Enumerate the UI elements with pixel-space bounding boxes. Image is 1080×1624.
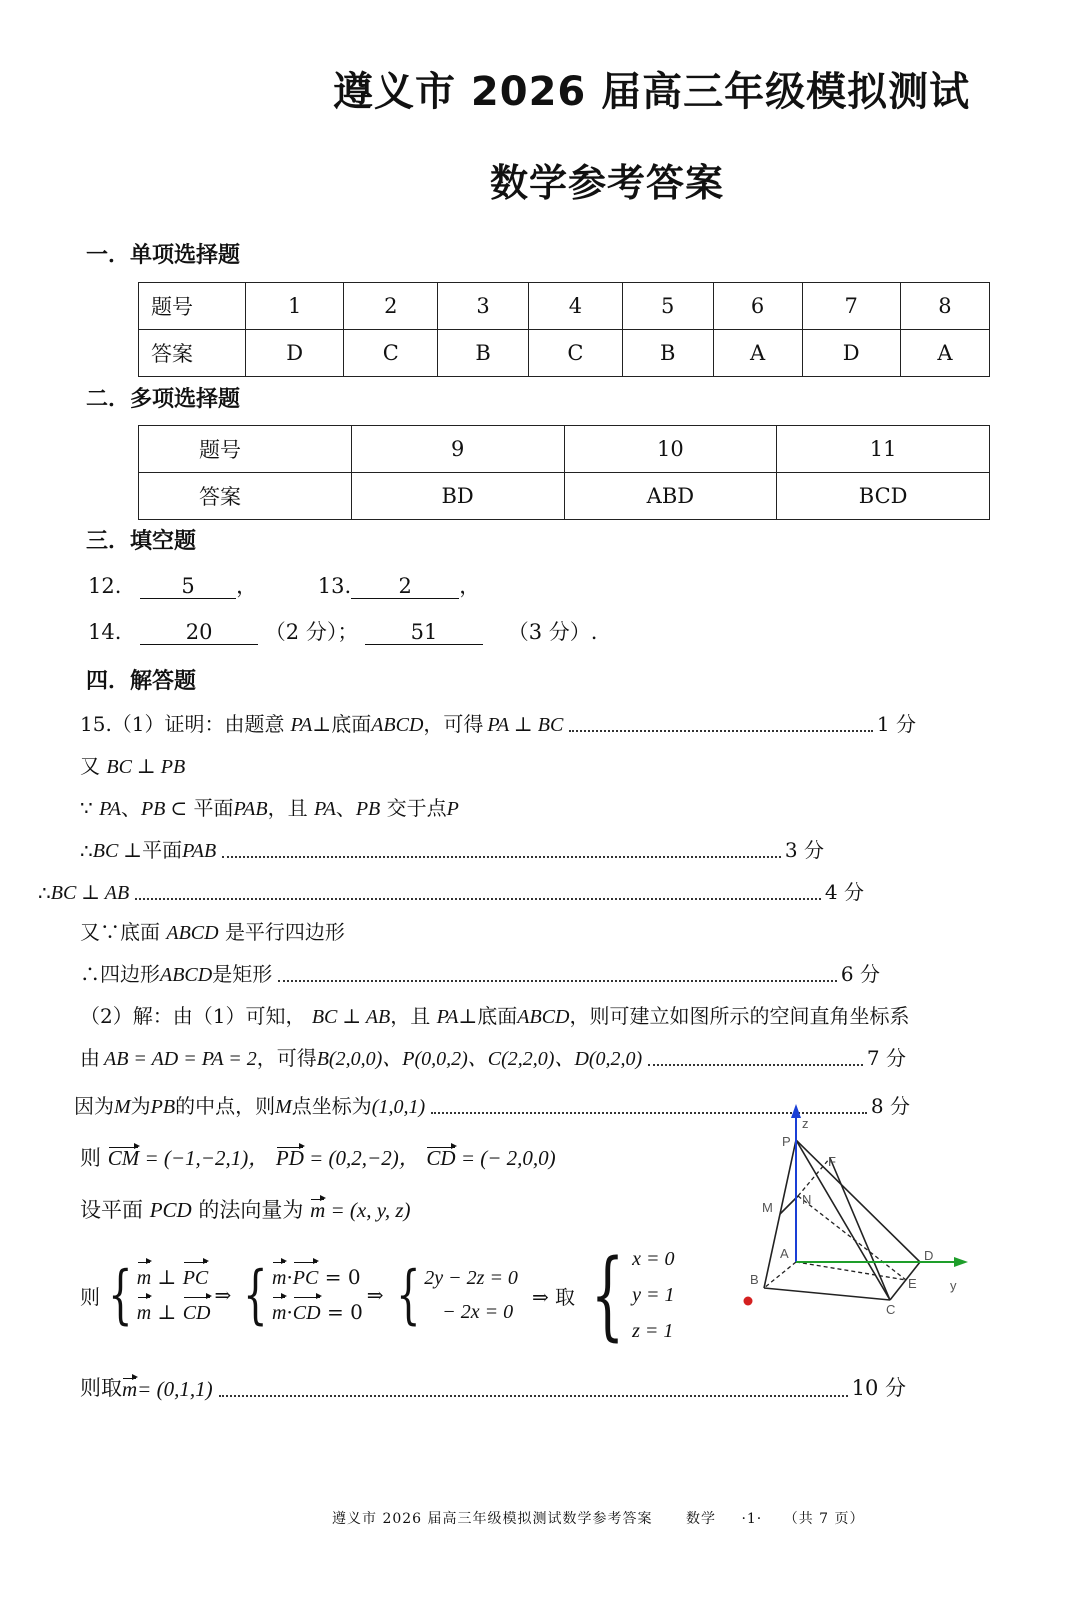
system-3 xyxy=(388,1258,518,1332)
section-3-heading: 三．填空题 xyxy=(86,529,197,554)
vector-m: m xyxy=(272,1296,286,1330)
page-title: 遵义市 2026 届高三年级模拟测试 xyxy=(333,69,971,115)
table-row xyxy=(139,283,990,330)
score: 8 分 xyxy=(870,1094,910,1118)
vector-cd: CD xyxy=(183,1296,211,1330)
math: 2y − 2z = 0 xyxy=(424,1267,518,1289)
solution-line-8 xyxy=(80,1000,910,1029)
table-cell: A xyxy=(713,330,802,377)
solution-line-3 xyxy=(80,792,459,821)
y-axis-arrow xyxy=(954,1257,968,1267)
math: = (−1,−2,1)， xyxy=(139,1146,270,1170)
math: PAB xyxy=(233,798,268,820)
section-4-heading: 四．解答题 xyxy=(86,669,197,694)
table-cell: 11 xyxy=(777,426,990,473)
footer-page: ·1· xyxy=(741,1511,763,1527)
multiple-choice-table xyxy=(138,425,990,520)
table-cell: B xyxy=(622,330,713,377)
table-cell: 4 xyxy=(528,283,622,330)
table-cell: 9 xyxy=(351,426,564,473)
edge-fc xyxy=(830,1158,890,1300)
math: ABCD xyxy=(517,1006,570,1028)
row-label-question: 题号 xyxy=(139,283,246,330)
math: PA xyxy=(436,1006,459,1028)
table-cell: 8 xyxy=(900,283,989,330)
table-cell: D xyxy=(246,330,344,377)
math: B(2,0,0)、P(0,0,2)、C(2,2,0)、D(0,2,0) xyxy=(316,1048,643,1070)
leader-dots xyxy=(569,730,873,732)
section-1-heading: 一．单项选择题 xyxy=(86,243,241,268)
math: PCD xyxy=(149,1198,192,1222)
label-m: M xyxy=(762,1200,773,1215)
text: ∴ xyxy=(38,881,51,905)
text: ，可得 xyxy=(423,712,484,736)
score: 10 分 xyxy=(851,1376,906,1400)
math: M xyxy=(114,1096,131,1118)
text: 是矩形 xyxy=(212,962,273,986)
text: （2）解：由（1）可知， xyxy=(80,1004,306,1028)
vector-pc: PC xyxy=(293,1261,319,1295)
vector-m: m xyxy=(310,1198,326,1222)
math: PB xyxy=(150,1096,176,1118)
math: (1,0,1) xyxy=(371,1096,426,1118)
vector-m: m xyxy=(272,1261,286,1295)
answer-blank: 51 xyxy=(365,620,483,645)
text: 是平行四边形 xyxy=(224,920,345,944)
text: 又 xyxy=(80,754,100,778)
text: ，则可建立如图所示的空间直角坐标系 xyxy=(569,1004,910,1028)
edge-pc xyxy=(796,1140,890,1300)
math: ABCD xyxy=(160,964,213,986)
text: 又∵底面 xyxy=(80,920,160,944)
table-cell: 5 xyxy=(622,283,713,330)
row-label-answer: 答案 xyxy=(139,330,246,377)
math: BC ⊥ AB xyxy=(50,882,130,904)
table-cell: 10 xyxy=(564,426,777,473)
system-4 xyxy=(577,1241,674,1349)
table-cell: B xyxy=(438,330,529,377)
text: ∵ xyxy=(80,796,93,820)
system-rows xyxy=(424,1261,518,1329)
solution-line-5 xyxy=(38,876,864,905)
row-label-answer: 答案 xyxy=(139,473,352,520)
label-e: E xyxy=(908,1276,917,1291)
vector-m: m xyxy=(137,1296,151,1330)
table-row xyxy=(139,426,990,473)
edge-pd xyxy=(796,1140,920,1262)
footer-subject: 数学 xyxy=(685,1511,716,1527)
table-cell: BCD xyxy=(777,473,990,520)
label-b: B xyxy=(750,1272,759,1287)
table-cell: 2 xyxy=(344,283,438,330)
z-axis-arrow xyxy=(791,1104,801,1118)
table-row xyxy=(139,473,990,520)
separator: ， xyxy=(236,574,258,598)
math: · xyxy=(286,1265,293,1289)
label-p: P xyxy=(782,1134,791,1149)
system-rows xyxy=(272,1260,363,1330)
system-rows xyxy=(137,1260,211,1330)
solution-line-1 xyxy=(80,708,916,737)
table-cell: C xyxy=(528,330,622,377)
table-cell: 3 xyxy=(438,283,529,330)
leader-dots xyxy=(135,898,821,900)
score: 4 分 xyxy=(824,880,864,904)
label-n: N xyxy=(802,1192,812,1207)
brace: { xyxy=(395,1258,421,1332)
edge-bc xyxy=(764,1288,890,1300)
vector-cd: CD xyxy=(426,1146,456,1170)
text: 、 xyxy=(120,796,141,820)
math: ABCD xyxy=(166,922,219,944)
points-note: （2 分）； xyxy=(264,620,359,644)
math: = (0,1,1) xyxy=(137,1377,213,1401)
math: = (− 2,0,0) xyxy=(455,1146,556,1170)
vector-m: m xyxy=(122,1377,138,1401)
system-rows xyxy=(632,1241,674,1349)
label-y: y xyxy=(950,1278,957,1293)
text: ⊥底面 xyxy=(458,1004,518,1028)
table-cell: D xyxy=(802,330,900,377)
math: − 2x = 0 xyxy=(442,1301,514,1323)
solution-line-12 xyxy=(80,1194,411,1224)
separator: ， xyxy=(459,574,481,598)
table-cell: C xyxy=(344,330,438,377)
table-cell: BD xyxy=(351,473,564,520)
text: 交于点 xyxy=(386,796,447,820)
solution-line-11 xyxy=(80,1142,556,1172)
math: PA xyxy=(290,714,313,736)
math: AB = AD = PA = 2 xyxy=(104,1048,257,1070)
section-2-heading: 二．多项选择题 xyxy=(86,387,241,412)
math: · xyxy=(286,1300,293,1324)
page-footer xyxy=(332,1508,865,1528)
text: 因为 xyxy=(74,1094,114,1118)
solution-line-13 xyxy=(80,1372,906,1402)
math: = (x, y, z) xyxy=(325,1198,411,1222)
vector-pc: PC xyxy=(183,1261,209,1295)
math: BC ⊥ AB xyxy=(311,1006,391,1028)
question-number: 14. xyxy=(88,620,122,644)
brace: { xyxy=(590,1239,625,1351)
vector-cd: CD xyxy=(293,1296,321,1330)
answer-blank: 20 xyxy=(140,620,258,645)
text: 则 xyxy=(80,1284,100,1309)
text: ⇒ 取 xyxy=(531,1284,576,1309)
brace: { xyxy=(243,1258,268,1332)
math: x = 0 xyxy=(632,1248,675,1270)
pyramid-figure xyxy=(730,1100,980,1315)
label-z: z xyxy=(802,1116,809,1131)
solution-line-2 xyxy=(80,750,185,779)
text: ，且 xyxy=(267,796,308,820)
vector-pd: PD xyxy=(275,1146,304,1170)
fill-blank-row-1 xyxy=(88,570,480,600)
leader-dots xyxy=(219,1395,848,1397)
leader-dots xyxy=(648,1064,863,1066)
math: z = 1 xyxy=(632,1320,674,1342)
math: M xyxy=(275,1096,292,1118)
vector-m: m xyxy=(137,1261,151,1295)
text: 设平面 xyxy=(80,1198,143,1222)
math: BC ⊥ PB xyxy=(106,756,186,778)
label-f: F xyxy=(828,1154,836,1169)
solution-line-6 xyxy=(80,916,345,945)
system-1 xyxy=(100,1260,211,1330)
x-axis-point xyxy=(744,1297,753,1306)
text: ⊥底面 xyxy=(312,712,372,736)
implies-arrow: ⇒ xyxy=(366,1283,384,1307)
math: = 0 xyxy=(318,1265,361,1289)
answer-blank: 5 xyxy=(140,574,236,599)
text: 15.（1）证明：由题意 xyxy=(80,712,285,736)
score: 1 分 xyxy=(876,712,916,736)
math: BC ⊥ xyxy=(92,840,143,862)
text: 平面 xyxy=(193,796,234,820)
math: PB xyxy=(355,798,381,820)
math: PA xyxy=(99,798,121,820)
table-cell: 7 xyxy=(802,283,900,330)
solution-line-7 xyxy=(80,958,880,987)
solution-line-4 xyxy=(80,834,824,863)
math: ABCD xyxy=(371,714,424,736)
hidden-ad xyxy=(796,1262,906,1280)
text: ∴ xyxy=(80,839,93,863)
math: = 0 xyxy=(320,1300,363,1324)
question-number: 13. xyxy=(317,574,352,598)
text: ∴四边形 xyxy=(80,962,160,986)
table-cell: A xyxy=(900,330,989,377)
score: 3 分 xyxy=(784,838,824,862)
solution-line-9 xyxy=(80,1042,906,1071)
math: ⊥ xyxy=(151,1300,183,1324)
math: ⊥ xyxy=(151,1265,183,1289)
points-note: （3 分）. xyxy=(507,620,598,644)
text: 的中点，则 xyxy=(175,1094,276,1118)
equation-system xyxy=(80,1239,675,1351)
math: PB ⊂ xyxy=(140,798,188,820)
math: = (0,2,−2)， xyxy=(303,1146,420,1170)
score: 7 分 xyxy=(866,1046,906,1070)
math: P xyxy=(446,798,459,820)
leader-dots xyxy=(222,856,781,858)
table-cell: ABD xyxy=(564,473,777,520)
answer-blank: 2 xyxy=(351,574,459,599)
math: y = 1 xyxy=(632,1284,675,1306)
label-a: A xyxy=(780,1246,789,1261)
page-subtitle: 数学参考答案 xyxy=(490,161,725,205)
table-cell: 1 xyxy=(246,283,344,330)
math: PA xyxy=(313,798,336,820)
text: 点坐标为 xyxy=(291,1094,372,1118)
text: ，可得 xyxy=(256,1046,317,1070)
fill-blank-row-2 xyxy=(88,616,597,646)
label-c: C xyxy=(886,1302,896,1315)
vector-cm: CM xyxy=(107,1146,140,1170)
footer-title: 遵义市 2026 届高三年级模拟测试数学参考答案 xyxy=(332,1511,653,1527)
text: ，且 xyxy=(390,1004,431,1028)
question-number: 12. xyxy=(88,574,122,598)
row-label-question: 题号 xyxy=(139,426,352,473)
table-row xyxy=(139,330,990,377)
text: 则 xyxy=(80,1146,101,1170)
text: 则取 xyxy=(80,1376,122,1400)
text: 的法向量为 xyxy=(198,1198,304,1222)
text: 为 xyxy=(130,1094,151,1118)
brace: { xyxy=(108,1258,133,1332)
single-choice-table xyxy=(138,282,990,377)
math: PAB xyxy=(182,840,217,862)
score: 6 分 xyxy=(840,962,880,986)
math: PA ⊥ BC xyxy=(487,714,564,736)
implies-arrow: ⇒ xyxy=(214,1283,232,1307)
system-2 xyxy=(235,1260,363,1330)
text: 、 xyxy=(335,796,356,820)
text: 平面 xyxy=(142,838,183,862)
text: 由 xyxy=(80,1046,100,1070)
leader-dots xyxy=(278,980,837,982)
footer-total: （共 7 页） xyxy=(783,1511,865,1527)
table-cell: 6 xyxy=(713,283,802,330)
label-d: D xyxy=(924,1248,934,1263)
